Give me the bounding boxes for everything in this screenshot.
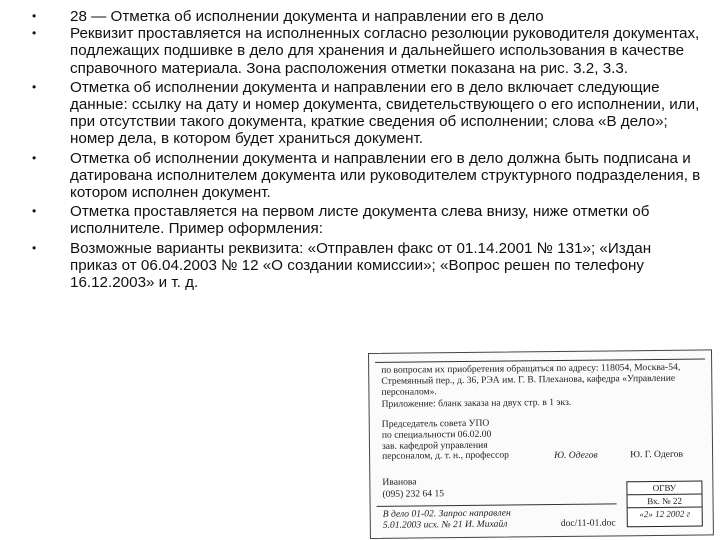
divider: [377, 503, 617, 507]
example-attachment: Приложение: бланк заказа на двух стр. в 1 экз.: [381, 396, 572, 410]
bullet-list: [30, 8, 702, 291]
bullet-icon: •: [32, 204, 37, 219]
example-signature: Ю. Одегов: [554, 449, 598, 462]
example-signer-name: Ю. Г. Одегов: [630, 448, 684, 461]
bullet-icon: •: [32, 240, 37, 255]
bullet-icon: •: [32, 79, 37, 94]
example-doc-code: doc/11-01.doc: [560, 517, 616, 529]
list-item: • Отметка об исполнении документа и направлении его в дело должна быть подписана и датирована исполнителем документа или руководителем структурного подразделения, в котором исполнен документ.: [32, 149, 701, 202]
list-item: • Возможные варианты реквизита: «Отправлен факс от 01.14.2001 № 131»; «Издан приказ от 06.04.2003 № 12 «О создании комиссии»; «Вопрос решен по телефону 16.12.2003» и т. д.: [32, 239, 652, 292]
registration-stamp: ОГВУ Вх. № 22 «2» 12 2002 г: [626, 481, 702, 528]
bullet-icon: •: [32, 9, 37, 23]
bullet-icon: •: [32, 150, 37, 165]
list-item: • Отметка проставляется на первом листе документа слева внизу, ниже отметки об исполнителе. Пример оформления:: [32, 203, 650, 238]
example-phone: (095) 232 64 15: [382, 488, 445, 500]
example-signer-block: Председатель совета УПО по специальности 06.02.00 зав. кафедрой управления персоналом, д. т. н., профессор: [381, 417, 509, 463]
example-executor: Иванова: [382, 476, 417, 488]
execution-mark-line2: 5.01.2003 исх. № 21 И. Михайл: [382, 518, 508, 531]
example-scan: [368, 349, 714, 539]
bullet-icon: •: [32, 26, 37, 41]
list-item: • 28 — Отметка об исполнении документа и направлении его в дело: [32, 8, 544, 25]
example-paragraph: по вопросам их приобретения обращаться по адресу: 118054, Москва-54, Стремянный пер., д. 36, РЭА им. Г. В. Плеханова, кафедра «Управление персоналом».: [381, 361, 681, 398]
list-item: • Реквизит проставляется на исполненных согласно резолюции руководителя документах, подлежащих подшивке в дело для хранения и дальнейшего использования в качестве справочного материала. Зона расположения отметки показана на рис. 3.2, 3.3.: [32, 25, 700, 77]
execution-mark-line1: В дело 01-02. Запрос направлен: [382, 507, 511, 520]
list-item: • Отметка об исполнении документа и направлении его в дело включает следующие данные: ссылку на дату и номер документа, свидетельствующего о его исполнении, или, при отсутствии такого документа, краткие сведения об исполнении; слова «В дело»; номер дела, в котором будет храниться документ.: [32, 78, 700, 148]
